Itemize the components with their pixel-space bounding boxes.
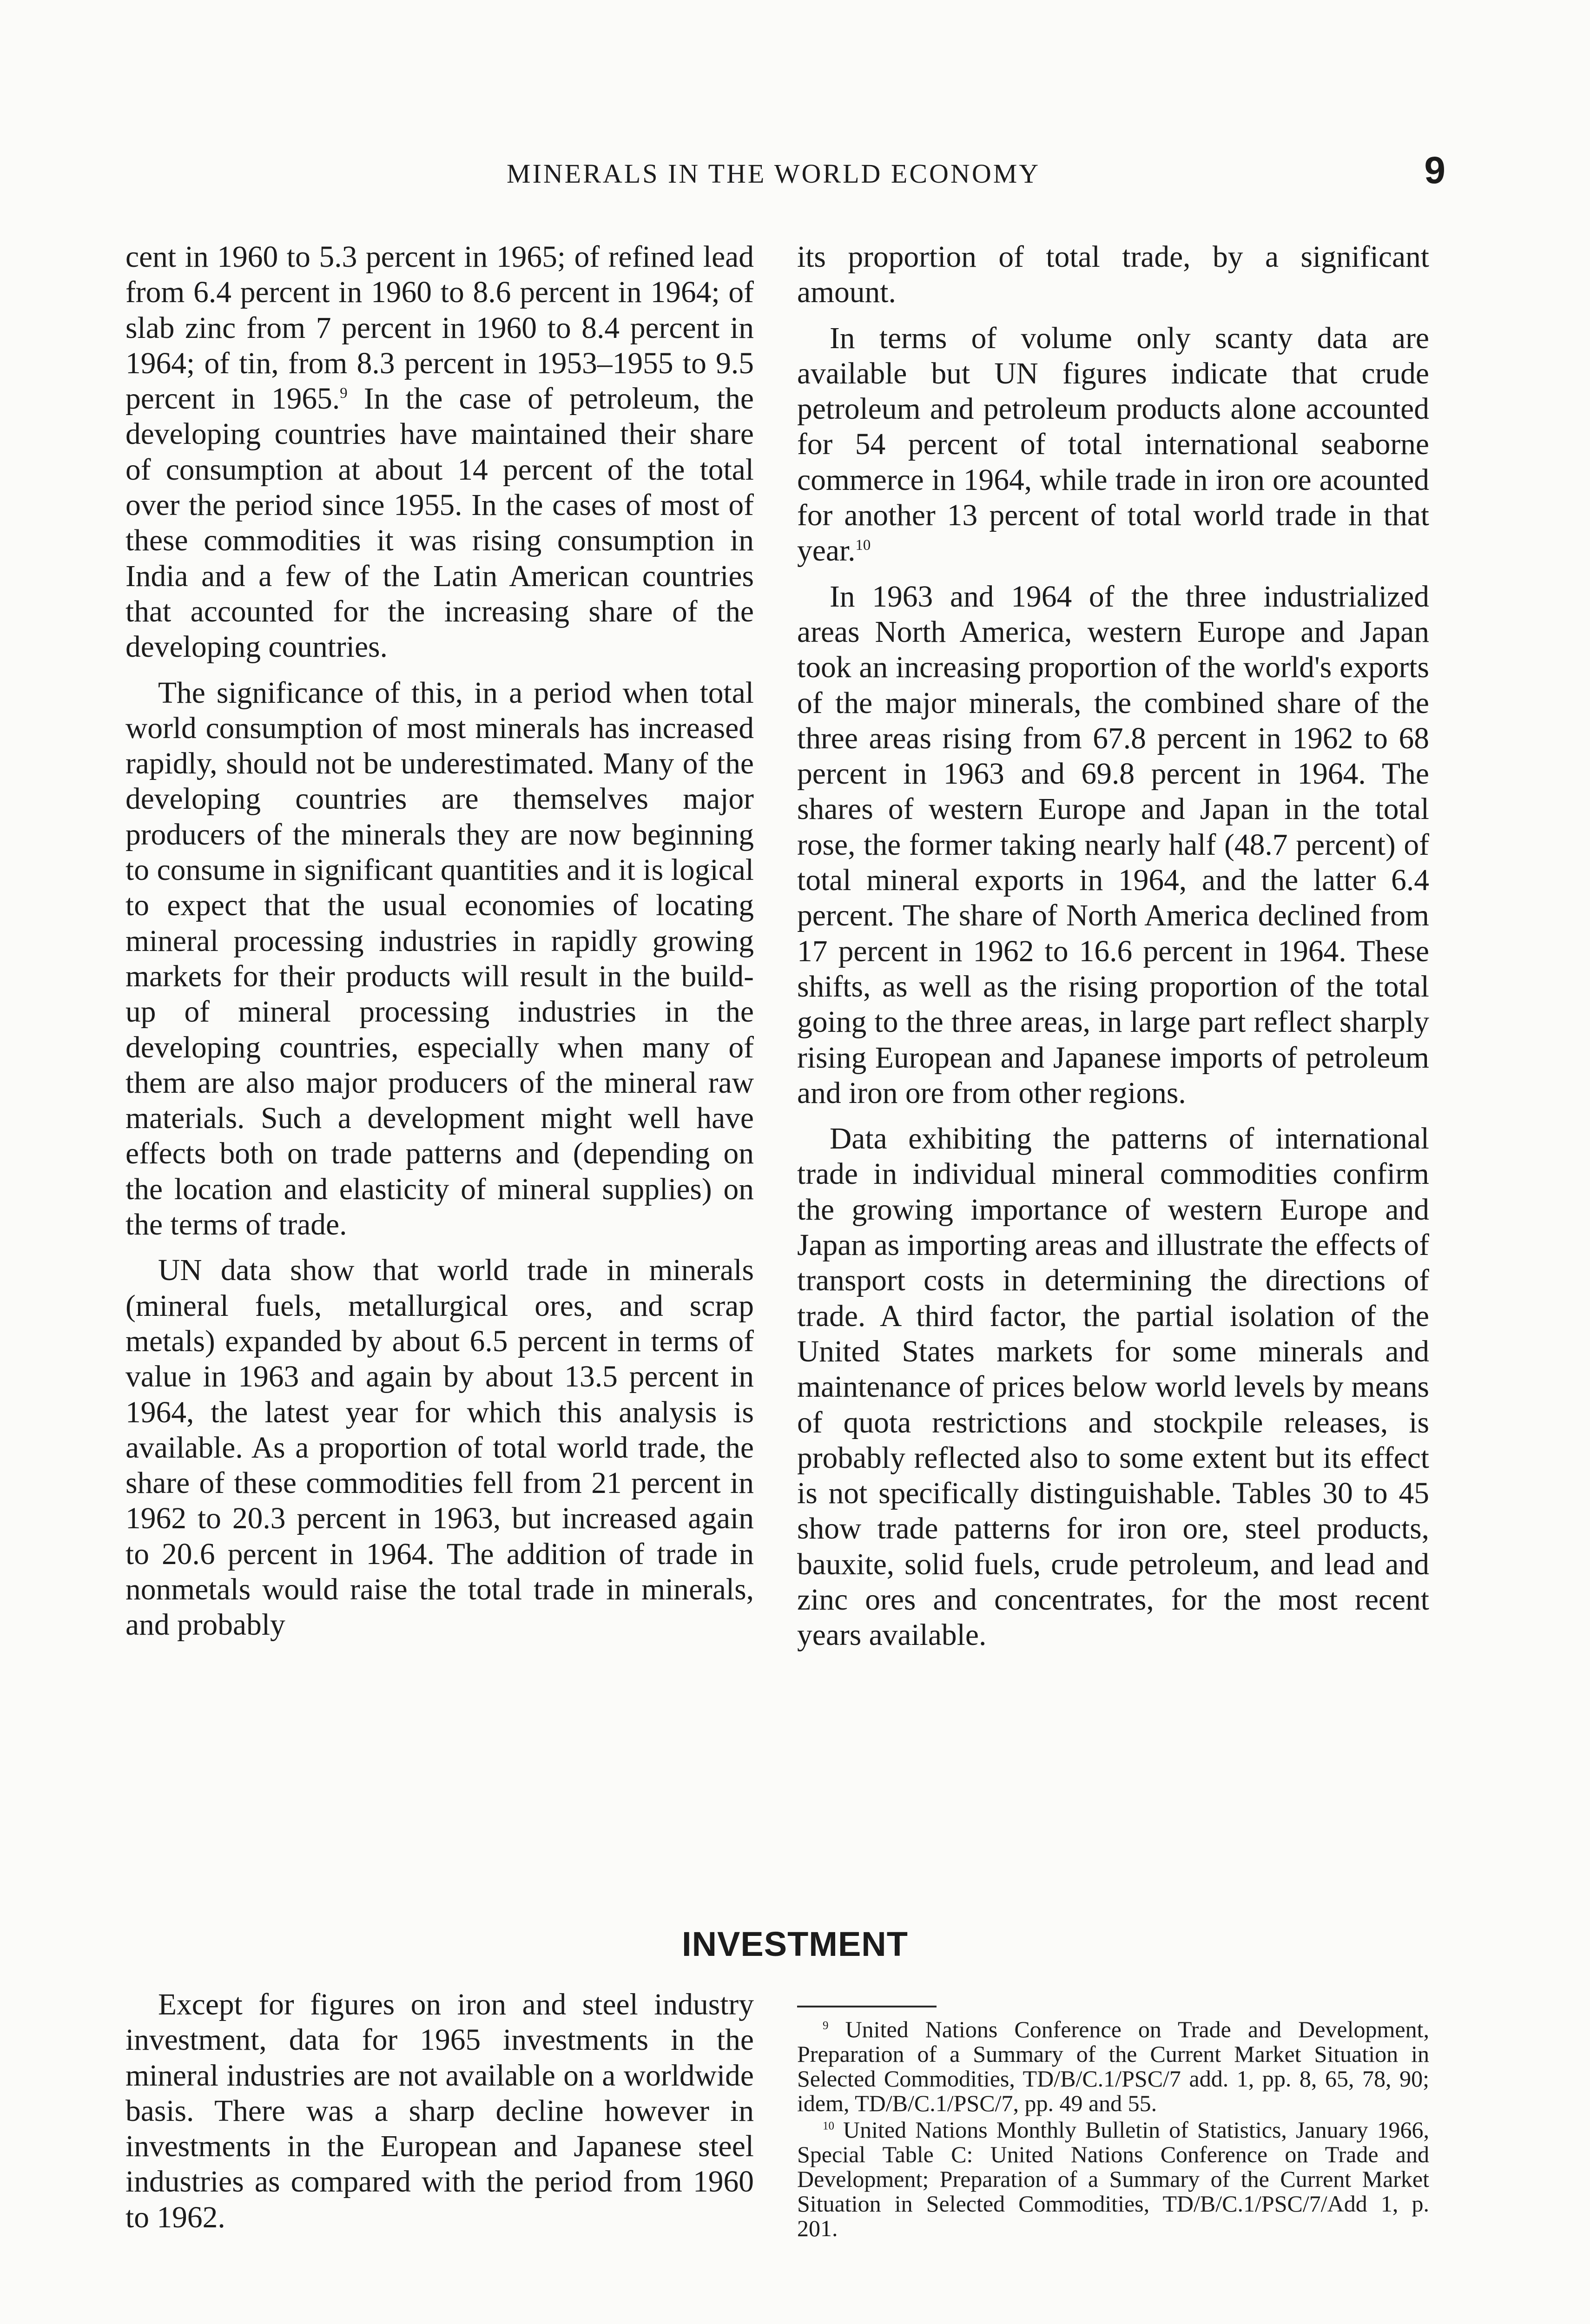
footnote-ref-9: 9 (340, 385, 348, 402)
left-column (125, 239, 754, 1643)
footnote-divider (797, 2006, 937, 2007)
right-paragraph-2: In terms of volume only scanty data are available but UN figures indicate that crude petroleum and petroleum products alone accounted for 54 percent of total international seaborne commerce in 1964, while trade in iron ore acounted for another 13 percent of total world trade in that year.$^{10}$ (797, 321, 1429, 568)
investment-paragraph: Except for figures on iron and steel industry investment, data for 1965 investments in the mineral industries are not available on a worldwide basis. There was a sharp decline however in investments in the European and Japanese steel industries as compared with the period from 1960 to 1962. (125, 1988, 754, 2234)
right-paragraph-4: Data exhibiting the patterns of international trade in individual mineral commodities confirm the growing importance of western Europe and Japan as importing areas and illustrate the effects of transport costs in determining the directions of trade. A third factor, the partial isolation of the United States markets for some minerals and maintenance of prices below world levels by means of quota restrictions and stockpile releases, is probably reflected also to some extent but its effect is not specifically distinguishable. Tables 30 to 45 show trade patterns for iron ore, steel products, bauxite, solid fuels, crude petroleum, and lead and zinc ores and concentrates, for the most recent years available. (797, 1122, 1429, 1652)
right-column (797, 239, 1429, 1653)
left-paragraph-2: The significance of this, in a period when total world consumption of most minerals has increased rapidly, should not be underestimated. Many of the developing countries are themselves major producers of the minerals they are now beginning to consume in significant quantities and it is logical to expect that the usual economies of locating mineral processing industries in rapidly growing markets for their products will result in the build-up of mineral processing industries in the developing countries, especially when many of them are also major producers of the mineral raw materials. Such a development might well have effects both on trade patterns and (depending on the location and elasticity of mineral supplies) on the terms of trade. (125, 676, 754, 1242)
footnotes (797, 2017, 1429, 2241)
page-number: 9 (1424, 149, 1445, 191)
left-paragraph-1: cent in 1960 to 5.3 percent in 1965; of refined lead from 6.4 percent in 1960 to 8.6 percent in 1964; of slab zinc from 7 percent in 1960 to 8.4 percent in 1964; of tin, from 8.3 percent in 1953–1955 to 9.5 percent in 1965.$^9$ In the case of petroleum, the developing countries have maintained their share of consumption at about 14 percent of the total over the period since 1955. In the cases of most of these commodities it was rising consumption in India and a few of the Latin American countries that accounted for the increasing share of the developing countries. (125, 240, 754, 664)
footnote-mark: 9 (823, 2019, 829, 2032)
running-title: MINERALS IN THE WORLD ECONOMY (507, 158, 1041, 189)
page-header (125, 149, 1445, 205)
footnote-10: $^{10}$ United Nations Monthly Bulletin of Statistics, January 1966, Special Table C: United Nations Conference on Trade and Development; Preparation of a Summary of the Current Market Situation in Selected Commodities, TD/B/C.1/PSC/7/Add 1, p. 201. (797, 2117, 1430, 2241)
right-paragraph-3: In 1963 and 1964 of the three industrialized areas North America, western Europe and Japan took an increasing proportion of the world's exports of the major minerals, the combined share of the three areas rising from 67.8 percent in 1962 to 68 percent in 1963 and 69.8 percent in 1964. The shares of western Europe and Japan in the total rose, the former taking nearly half (48.7 percent) of total mineral exports in 1964, and the latter 6.4 percent. The share of North America declined from 17 percent in 1962 to 16.6 percent in 1964. These shifts, as well as the rising proportion of the total going to the three areas, in large part reflect sharply rising European and Japanese imports of petroleum and iron ore from other regions. (797, 580, 1429, 1110)
footnote-ref-10: 10 (855, 537, 871, 554)
footnote-mark: 10 (823, 2119, 834, 2133)
investment-column (125, 1987, 754, 2235)
section-heading-investment: INVESTMENT (682, 1925, 908, 1963)
footnote-9: $^9$ United Nations Conference on Trade and Development, Preparation of a Summary of the Current Market Situation in Selected Commodities, TD/B/C.1/PSC/7 add. 1, pp. 8, 65, 78, 90; idem, TD/B/C.1/PSC/7, pp. 49 and 55. (797, 2016, 1430, 2116)
left-paragraph-3: UN data show that world trade in minerals (mineral fuels, metallurgical ores, and scrap metals) expanded by about 6.5 percent in terms of value in 1963 and again by about 13.5 percent in 1964, the latest year for which this analysis is available. As a proportion of total world trade, the share of these commodities fell from 21 percent in 1962 to 20.3 percent in 1963, but increased again to 20.6 percent in 1964. The addition of trade in nonmetals would raise the total trade in minerals, and probably (125, 1254, 754, 1642)
right-paragraph-1: its proportion of total trade, by a significant amount. (797, 240, 1429, 310)
